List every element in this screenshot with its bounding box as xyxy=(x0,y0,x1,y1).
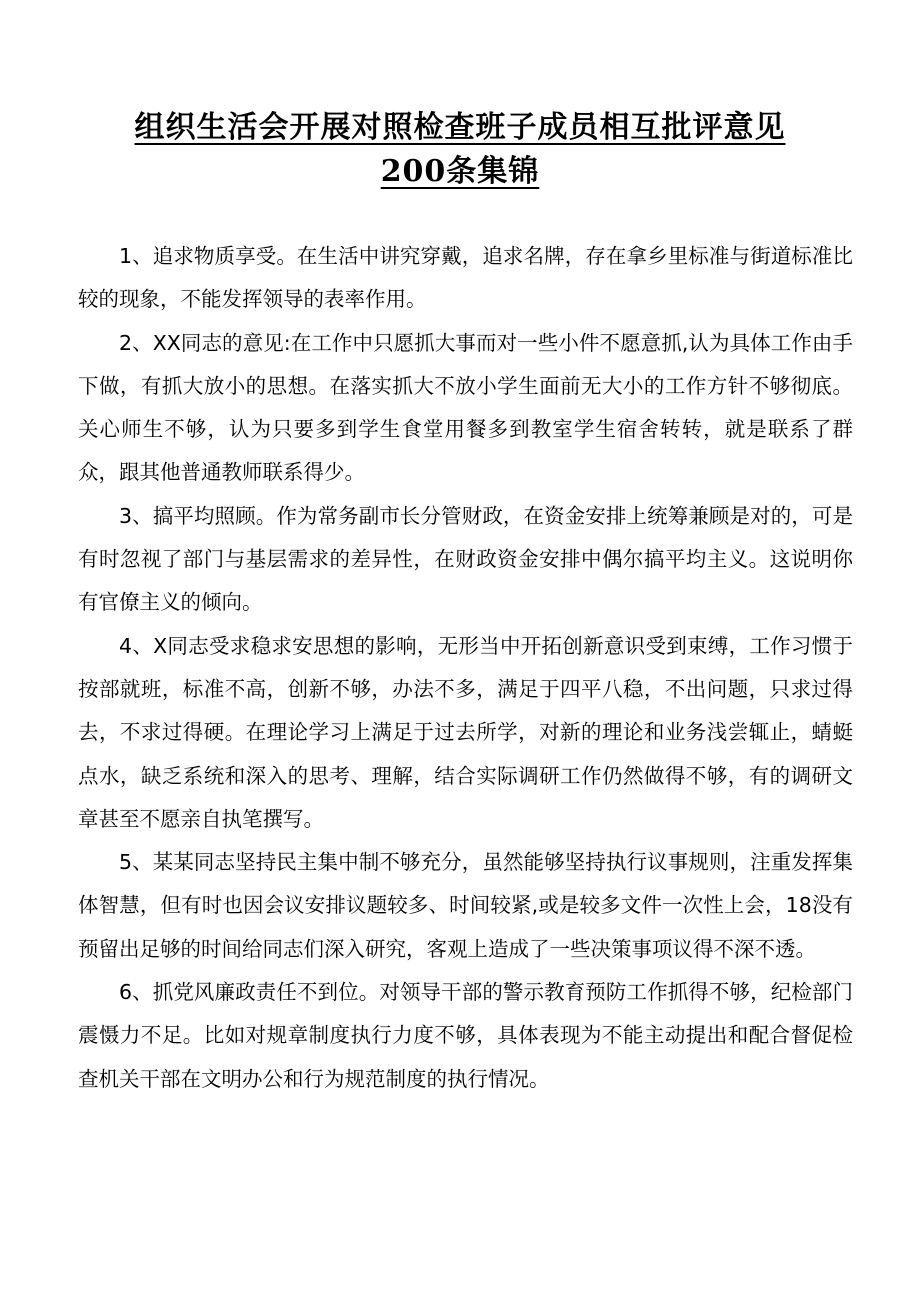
paragraph-2: 2、XX同志的意见:在工作中只愿抓大事而对一些小件不愿意抓,认为具体工作由手下做，有抓大放小的思想。在落实抓大不放小学生面前无大小的工作方针不够彻底。关心师生不够，认为只要多到学生食堂用餐多到教室学生宿舍转转，就是联系了群众，跟其他普通教师联系得少。 xyxy=(78,330,853,485)
document-title-text-2: 200条集锦 xyxy=(380,154,540,189)
paragraph-3: 3、搞平均照顾。作为常务副市长分管财政，在资金安排上统筹兼顾是对的，可是有时忽视了部门与基层需求的差异性，在财政资金安排中偶尔搞平均主义。这说明你有官僚主义的倾向。 xyxy=(78,503,853,615)
paragraph-4: 4、X同志受求稳求安思想的影响，无形当中开拓创新意识受到束缚，工作习惯于按部就班，标准不高，创新不够，办法不多，满足于四平八稳，不出问题，只求过得去，不求过得硬。在理论学习上满足于过去所学，对新的理论和业务浅尝辄止，蜻蜓点水，缺乏系统和深入的思考、理解，结合实际调研工作仍然做得不够，有的调研文章甚至不愿亲自执笔撰写。 xyxy=(78,633,853,831)
paragraph-6: 6、抓党风廉政责任不到位。对领导干部的警示教育预防工作抓得不够，纪检部门震慑力不足。比如对规章制度执行力度不够，具体表现为不能主动提出和配合督促检查机关干部在文明办公和行为规范制度的执行情况。 xyxy=(78,980,853,1091)
paragraph-5: 5、某某同志坚持民主集中制不够充分，虽然能够坚持执行议事规则，注重发挥集体智慧，但有时也因会议安排议题较多、时间较紧,或是较多文件一次性上会，18没有预留出足够的时间给同志们深入研究，客观上造成了一些决策事项议得不深不透。 xyxy=(78,850,853,961)
document-body xyxy=(78,235,853,1101)
document-title-line-2 xyxy=(0,150,920,194)
document-title-line-1 xyxy=(0,106,920,150)
document-title-text-1: 组织生活会开展对照检查班子成员相互批评意见 xyxy=(134,110,786,145)
paragraph-1: 1、追求物质享受。在生活中讲究穿戴，追求名牌，存在拿乡里标准与街道标准比较的现象，不能发挥领导的表率作用。 xyxy=(78,244,853,312)
